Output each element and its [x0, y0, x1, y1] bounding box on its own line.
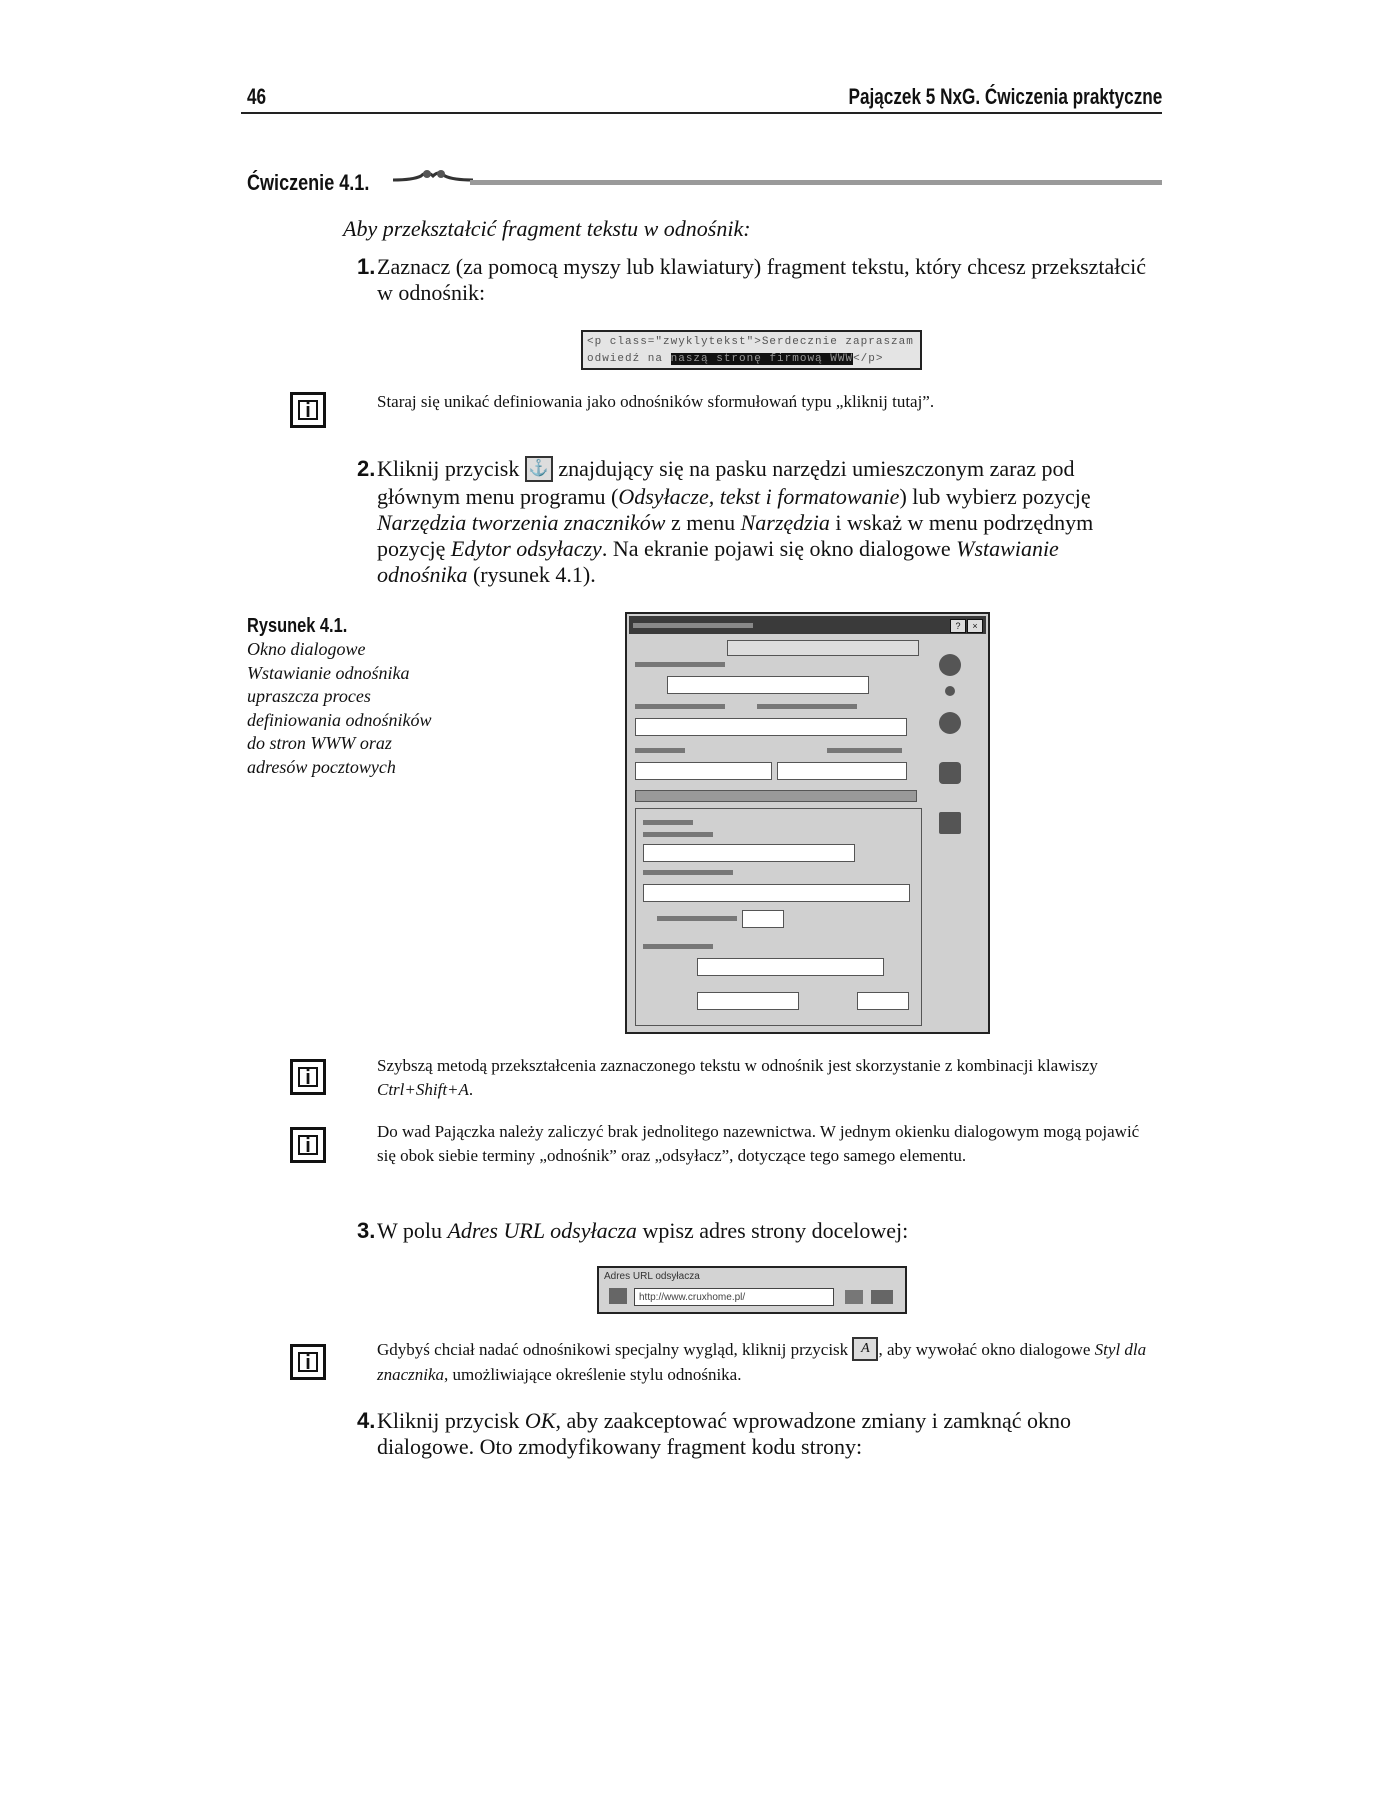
dialog-tab — [727, 640, 919, 656]
step-number: 4. — [357, 1408, 376, 1433]
step-1 — [357, 254, 1147, 305]
note-2: Szybszą metodą przekształcenia zaznaczonego tekstu w odnośnik jest skorzystanie z kombinacji klawiszy Ctrl+Shift+A. — [377, 1056, 1098, 1099]
ok-icon — [939, 654, 961, 676]
dialog-field — [635, 718, 907, 736]
dialog-field — [643, 844, 855, 862]
info-icon: i — [290, 1344, 326, 1380]
exercise-rule — [470, 180, 1162, 185]
dialog-field — [643, 884, 910, 902]
ornament-icon — [393, 166, 473, 188]
code-snippet-selection — [581, 330, 922, 370]
exercise-intro: Aby przekształcić fragment tekstu w odnośnik: — [343, 216, 751, 241]
figure-caption: Okno dialogowe Wstawianie odnośnika upraszcza proces definiowania odnośników do stron WWW oraz adresów pocztowych — [247, 639, 432, 777]
globe-icon — [871, 1290, 893, 1304]
code-line-1: <p class="zwyklytekst">Serdecznie zapraszam — [587, 336, 914, 348]
url-input: http://www.cruxhome.pl/ — [634, 1288, 834, 1306]
note-1: Staraj się unikać definiowania jako odnośników sformułowań typu „kliknij tutaj”. — [377, 392, 935, 411]
step-text: Kliknij przycisk OK, aby zaakceptować wprowadzone zmiany i zamknąć okno dialogowe. Oto zmodyfikowany fragment kodu strony: — [377, 1408, 1071, 1459]
dialog-titlebar — [629, 616, 986, 634]
step-3 — [357, 1218, 1147, 1244]
step-2 — [357, 456, 1147, 587]
step-number: 2. — [357, 456, 376, 481]
code-line-2 — [587, 351, 916, 368]
step-4 — [357, 1408, 1147, 1459]
book-title: Pajączek 5 NxG. Ćwiczenia praktyczne — [848, 84, 1162, 109]
step-text: Zaznacz (za pomocą myszy lub klawiatury) fragment tekstu, który chcesz przekształcić w odnośnik: — [377, 254, 1147, 305]
url-label: Adres URL odsyłacza — [604, 1271, 700, 1282]
note-3: Do wad Pajączka należy zaliczyć brak jednolitego nazewnictwa. W jednym okienku dialogowym mogą pojawić się obok siebie terminy „odnośnik” oraz „odsyłacz”, dotyczące tego samego elementu. — [377, 1122, 1140, 1165]
page-number: 46 — [247, 84, 267, 109]
url-field-figure — [597, 1266, 907, 1314]
code-selected-text: naszą stronę firmową WWW — [670, 353, 854, 365]
info-icon: i — [290, 1059, 326, 1095]
code-text: odwiedź na — [587, 353, 671, 365]
dialog-field — [742, 910, 784, 928]
code-text: </p> — [853, 353, 884, 365]
dialog-field — [777, 762, 907, 780]
dialog-url-field — [667, 676, 869, 694]
dialog-field — [697, 992, 799, 1010]
step-number: 3. — [357, 1218, 376, 1243]
link-button-icon: ⚓ — [525, 456, 553, 482]
note-4: Gdybyś chciał nadać odnośnikowi specjalny wygląd, kliknij przycisk A , aby wywołać okno dialogowe Styl dla znacznika, umożliwiające określenie stylu odnośnika. — [377, 1338, 1162, 1387]
cancel-icon — [939, 712, 961, 734]
browse-icon — [845, 1290, 863, 1304]
dialog-bar — [635, 790, 917, 802]
header-rule — [241, 112, 1162, 114]
step-number: 1. — [357, 254, 376, 279]
info-icon: i — [290, 392, 326, 428]
dialog-field — [857, 992, 909, 1010]
info-icon: i — [290, 1127, 326, 1163]
dialog-field — [635, 762, 772, 780]
dialog-icon — [945, 686, 955, 696]
insert-link-dialog-figure — [625, 612, 990, 1034]
advanced-icon — [939, 812, 961, 834]
dialog-field — [697, 958, 884, 976]
exercise-title: Ćwiczenie 4.1. — [247, 170, 370, 195]
style-button-icon: A — [852, 1337, 878, 1361]
remove-icon — [939, 762, 961, 784]
help-icon: ? — [950, 619, 966, 633]
link-icon — [609, 1288, 627, 1304]
close-icon: × — [967, 619, 983, 633]
step-text: W polu Adres URL odsyłacza wpisz adres strony docelowej: — [377, 1218, 909, 1243]
figure-label: Rysunek 4.1. — [247, 615, 348, 637]
step-text: Kliknij przycisk ⚓ znajdujący się na pasku narzędzi umieszczonym zaraz pod głównym menu programu (Odsyłacze, tekst i formatowanie) lub wybierz pozycję Narzędzia tworzenia znaczników z menu Narzędzia i wskaż w menu podrzędnym pozycję Edytor odsyłaczy. Na ekranie pojawi się okno dialogowe Wstawianie odnośnika (rysunek 4.1). — [377, 456, 1094, 587]
